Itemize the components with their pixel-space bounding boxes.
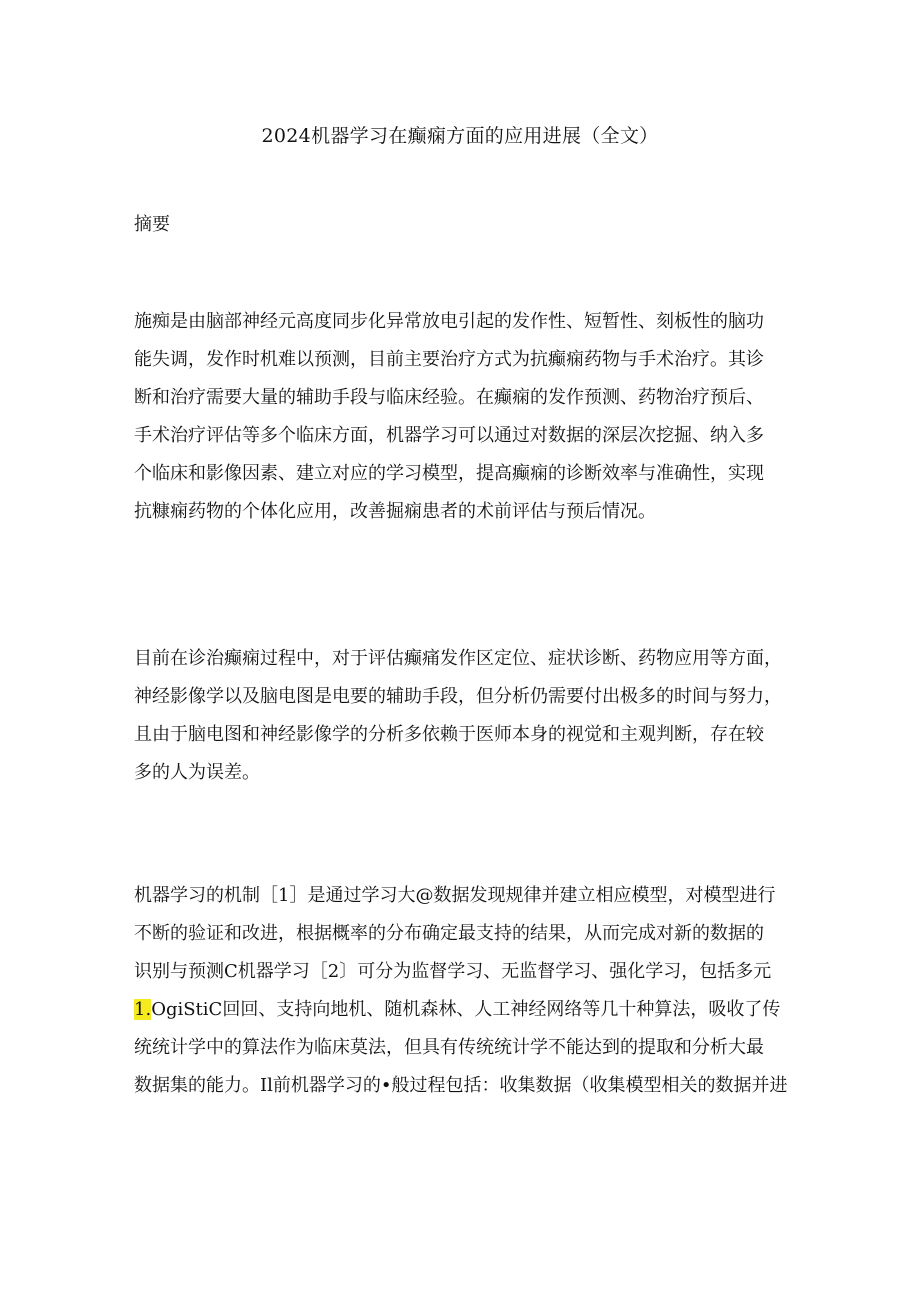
paragraph-line: 目前在诊治癫痫过程中，对于评估癫痛发作区定位、症状诊断、药物应用等方面， — [134, 648, 782, 669]
paragraph-current-diagnosis — [134, 640, 804, 792]
paragraph-line — [134, 991, 804, 1029]
paragraph-line: 统统计学中的算法作为临床莫法，但具有传统统计学不能达到的提取和分析大最 — [134, 1037, 764, 1058]
paragraph-line: 且由于脑电图和神经影像学的分析多依赖于医师本身的视觉和主观判断，存在较 — [134, 724, 764, 745]
paragraph-line: 能失调，发作时机难以预测，目前主要治疗方式为抗癫痫药物与手术治疗。其诊 — [134, 349, 764, 370]
paragraph-line: 数据集的能力。Il前机器学习的•般过程包括：收集数据（收集模型相关的数据并进 — [134, 1075, 788, 1096]
paragraph-line-text: OgiStiC回回、支持向地机、随机森林、人工神经网络等几十种算法，吸收了传 — [151, 999, 781, 1020]
paragraph-line: 断和治疗需要大量的辅助手段与临床经验。在癫痫的发作预测、药物治疗预后、 — [134, 387, 764, 408]
paragraph-line: 不断的验证和改进，根据概率的分布确定最支持的结果，从而完成对新的数据的 — [134, 923, 764, 944]
paragraph-ml-mechanism — [134, 877, 804, 1105]
paragraph-line: 机器学习的机制［1］是通过学习大@数据发现规律并建立相应模型，对模型进行 — [134, 885, 776, 906]
paragraph-line: 识别与预测C机器学习［2〕可分为监督学习、无监督学习、强化学习，包括多元 — [134, 961, 772, 982]
paragraph-line: 多的人为误差。 — [134, 762, 260, 783]
section-heading-abstract: 摘要 — [134, 214, 170, 235]
paragraph-line: 抗糠痫药物的个体化应用，改善掘痫患者的术前评估与预后情况。 — [134, 501, 656, 522]
highlighted-text: 1. — [134, 999, 152, 1020]
paragraph-line: 施痴是由脑部神经元高度同步化异常放电引起的发作性、短暂性、刻板性的脑功 — [134, 311, 764, 332]
paragraph-line: 神经影像学以及脑电图是电要的辅助手段，但分析仍需要付出极多的时间与努力， — [134, 686, 782, 707]
paragraph-abstract — [134, 303, 804, 531]
document-title: 2024机器学习在癫痫方面的应用进展（全文） — [261, 125, 659, 147]
paragraph-line: 手术治疗评估等多个临床方面，机器学习可以通过对数据的深层次挖掘、纳入多 — [134, 425, 764, 446]
paragraph-line: 个临床和影像因素、建立对应的学习模型，提高癫痫的诊断效率与准确性，实现 — [134, 463, 764, 484]
